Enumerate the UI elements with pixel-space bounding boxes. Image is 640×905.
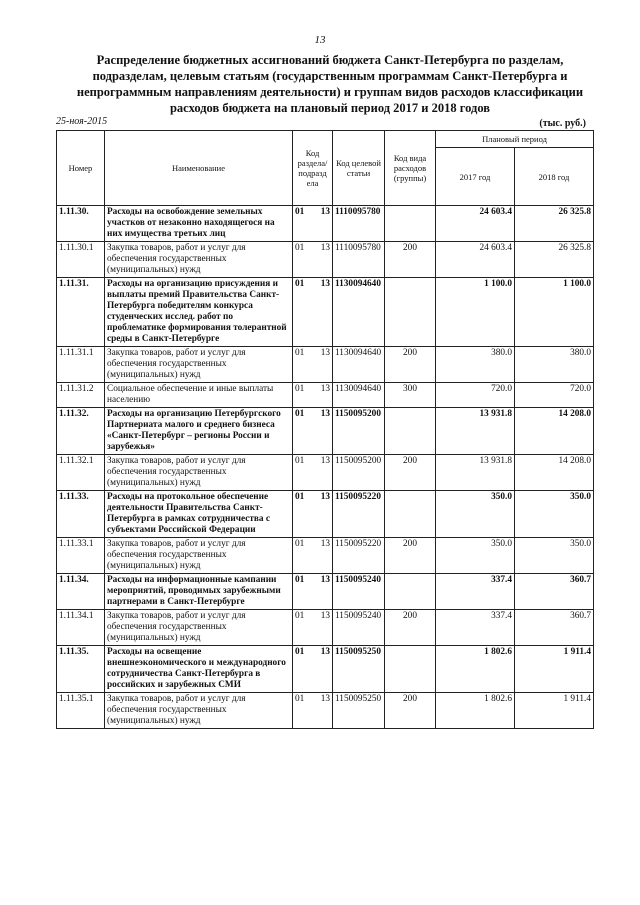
budget-table	[56, 130, 594, 729]
row-section	[293, 574, 333, 610]
row-value-2017: 720.0	[436, 383, 515, 408]
row-section	[293, 408, 333, 455]
row-target-code: 1150095240	[333, 610, 385, 646]
row-subsection-code: 13	[320, 539, 330, 549]
row-subsection-code: 13	[320, 611, 330, 621]
row-name: Расходы на информационные кампании мероприятий, проводимых зарубежными партнерами в Санкт-Петербурге	[105, 574, 293, 610]
table-row	[57, 538, 594, 574]
row-section	[293, 206, 333, 242]
row-number: 1.11.30.1	[57, 242, 105, 278]
row-subsection-code: 13	[320, 575, 330, 585]
row-target-code: 1150095220	[333, 538, 385, 574]
units-label: (тыс. руб.)	[539, 118, 586, 129]
row-value-2018: 1 911.4	[515, 646, 594, 693]
row-section-code: 01	[295, 492, 305, 502]
row-number: 1.11.30.	[57, 206, 105, 242]
row-value-2018: 1 100.0	[515, 278, 594, 347]
row-subsection-code: 13	[320, 647, 330, 657]
row-name: Расходы на освобождение земельных участков от незаконно находящегося на них имущества третьих лиц	[105, 206, 293, 242]
row-subsection-code: 13	[320, 243, 330, 253]
row-name: Закупка товаров, работ и услуг для обеспечения государственных (муниципальных) нужд	[105, 610, 293, 646]
header-2017: 2017 год	[436, 148, 515, 206]
row-value-2018: 720.0	[515, 383, 594, 408]
row-group-code	[385, 646, 436, 693]
row-target-code: 1130094640	[333, 278, 385, 347]
row-value-2018: 26 325.8	[515, 206, 594, 242]
row-value-2018: 1 911.4	[515, 693, 594, 729]
row-value-2017: 350.0	[436, 538, 515, 574]
row-target-code: 1110095780	[333, 242, 385, 278]
row-number: 1.11.35.	[57, 646, 105, 693]
row-value-2017: 13 931.8	[436, 455, 515, 491]
row-section	[293, 278, 333, 347]
row-name: Расходы на освещение внешнеэкономического и международного сотрудничества Санкт-Петербурга в российских и зарубежных СМИ	[105, 646, 293, 693]
header-name: Наименование	[105, 131, 293, 206]
row-group-code	[385, 206, 436, 242]
row-value-2017: 1 100.0	[436, 278, 515, 347]
row-number: 1.11.31.1	[57, 347, 105, 383]
row-group-code: 200	[385, 693, 436, 729]
row-section-code: 01	[295, 456, 305, 466]
header-section: Код раздела/ подразд ела	[293, 131, 333, 206]
row-section	[293, 383, 333, 408]
table-header-row	[57, 131, 594, 148]
document-date: 25-ноя-2015	[56, 116, 108, 127]
table-row	[57, 383, 594, 408]
row-value-2017: 350.0	[436, 491, 515, 538]
row-number: 1.11.34.1	[57, 610, 105, 646]
row-value-2017: 24 603.4	[436, 242, 515, 278]
row-section-code: 01	[295, 575, 305, 585]
row-target-code: 1150095220	[333, 491, 385, 538]
header-period: Плановый период	[436, 131, 594, 148]
row-value-2017: 380.0	[436, 347, 515, 383]
row-number: 1.11.35.1	[57, 693, 105, 729]
row-value-2017: 13 931.8	[436, 408, 515, 455]
table-row	[57, 408, 594, 455]
row-value-2017: 337.4	[436, 610, 515, 646]
row-section-code: 01	[295, 409, 305, 419]
row-section-code: 01	[295, 348, 305, 358]
row-target-code: 1130094640	[333, 383, 385, 408]
row-section	[293, 242, 333, 278]
row-name: Расходы на организацию Петербургского Партнериата малого и среднего бизнеса «Санкт-Петербург – регионы России и зарубежья»	[105, 408, 293, 455]
row-group-code	[385, 278, 436, 347]
row-section	[293, 693, 333, 729]
table-row	[57, 646, 594, 693]
row-value-2018: 350.0	[515, 491, 594, 538]
table-row	[57, 242, 594, 278]
row-subsection-code: 13	[320, 694, 330, 704]
row-group-code: 200	[385, 347, 436, 383]
row-section-code: 01	[295, 539, 305, 549]
row-subsection-code: 13	[320, 384, 330, 394]
row-value-2018: 14 208.0	[515, 455, 594, 491]
row-group-code: 200	[385, 455, 436, 491]
row-value-2018: 350.0	[515, 538, 594, 574]
row-subsection-code: 13	[320, 409, 330, 419]
table-row	[57, 206, 594, 242]
row-section	[293, 491, 333, 538]
row-section-code: 01	[295, 611, 305, 621]
header-target: Код целевой статьи	[333, 131, 385, 206]
row-number: 1.11.33.1	[57, 538, 105, 574]
row-name: Закупка товаров, работ и услуг для обеспечения государственных (муниципальных) нужд	[105, 455, 293, 491]
row-section	[293, 455, 333, 491]
row-section	[293, 347, 333, 383]
row-value-2017: 337.4	[436, 574, 515, 610]
row-name: Расходы на протокольное обеспечение деятельности Правительства Санкт-Петербурга в рамках сотрудничества с субъектами Российской Федерации	[105, 491, 293, 538]
table-body	[57, 206, 594, 729]
row-subsection-code: 13	[320, 456, 330, 466]
table-row	[57, 610, 594, 646]
table-row	[57, 278, 594, 347]
row-name: Закупка товаров, работ и услуг для обеспечения государственных (муниципальных) нужд	[105, 347, 293, 383]
row-name: Закупка товаров, работ и услуг для обеспечения государственных (муниципальных) нужд	[105, 242, 293, 278]
table-row	[57, 491, 594, 538]
row-target-code: 1130094640	[333, 347, 385, 383]
row-value-2018: 360.7	[515, 574, 594, 610]
page-number: 13	[314, 34, 326, 46]
table-row	[57, 347, 594, 383]
row-name: Закупка товаров, работ и услуг для обеспечения государственных (муниципальных) нужд	[105, 693, 293, 729]
table-row	[57, 455, 594, 491]
row-number: 1.11.31.	[57, 278, 105, 347]
row-section	[293, 610, 333, 646]
row-value-2017: 1 802.6	[436, 693, 515, 729]
row-target-code: 1150095240	[333, 574, 385, 610]
row-target-code: 1150095250	[333, 646, 385, 693]
row-subsection-code: 13	[320, 207, 330, 217]
row-group-code: 300	[385, 383, 436, 408]
row-name: Расходы на организацию присуждения и выплаты премий Правительства Санкт-Петербурга победителям конкурса студенческих исслед. работ по проблематике формирования толерантной среды в Санкт-Петербурге	[105, 278, 293, 347]
row-section	[293, 646, 333, 693]
row-value-2017: 24 603.4	[436, 206, 515, 242]
row-number: 1.11.31.2	[57, 383, 105, 408]
row-value-2018: 26 325.8	[515, 242, 594, 278]
table-row	[57, 574, 594, 610]
row-section-code: 01	[295, 647, 305, 657]
document-title: Распределение бюджетных ассигнований бюджета Санкт-Петербурга по разделам, подразделам, целевым статьям (государственным программам Санкт-Петербурга и непрограммным направлениям деятельности) и группам видов расходов классификации расходов бюджета на плановый период 2017 и 2018 годов	[76, 53, 584, 115]
row-section-code: 01	[295, 243, 305, 253]
row-section-code: 01	[295, 384, 305, 394]
row-value-2018: 360.7	[515, 610, 594, 646]
row-target-code: 1150095250	[333, 693, 385, 729]
row-name: Социальное обеспечение и иные выплаты населению	[105, 383, 293, 408]
row-subsection-code: 13	[320, 279, 330, 289]
row-group-code	[385, 408, 436, 455]
row-section-code: 01	[295, 207, 305, 217]
row-number: 1.11.34.	[57, 574, 105, 610]
row-group-code	[385, 491, 436, 538]
row-subsection-code: 13	[320, 492, 330, 502]
header-number: Номер	[57, 131, 105, 206]
row-group-code: 200	[385, 538, 436, 574]
row-value-2018: 380.0	[515, 347, 594, 383]
row-value-2017: 1 802.6	[436, 646, 515, 693]
table-row	[57, 693, 594, 729]
row-subsection-code: 13	[320, 348, 330, 358]
header-2018: 2018 год	[515, 148, 594, 206]
row-group-code	[385, 574, 436, 610]
row-group-code: 200	[385, 610, 436, 646]
row-section-code: 01	[295, 279, 305, 289]
row-value-2018: 14 208.0	[515, 408, 594, 455]
row-target-code: 1110095780	[333, 206, 385, 242]
row-target-code: 1150095200	[333, 455, 385, 491]
row-target-code: 1150095200	[333, 408, 385, 455]
row-section-code: 01	[295, 694, 305, 704]
header-group: Код вида расходов (группы)	[385, 131, 436, 206]
row-name: Закупка товаров, работ и услуг для обеспечения государственных (муниципальных) нужд	[105, 538, 293, 574]
row-section	[293, 538, 333, 574]
row-number: 1.11.32.1	[57, 455, 105, 491]
row-number: 1.11.32.	[57, 408, 105, 455]
row-number: 1.11.33.	[57, 491, 105, 538]
row-group-code: 200	[385, 242, 436, 278]
